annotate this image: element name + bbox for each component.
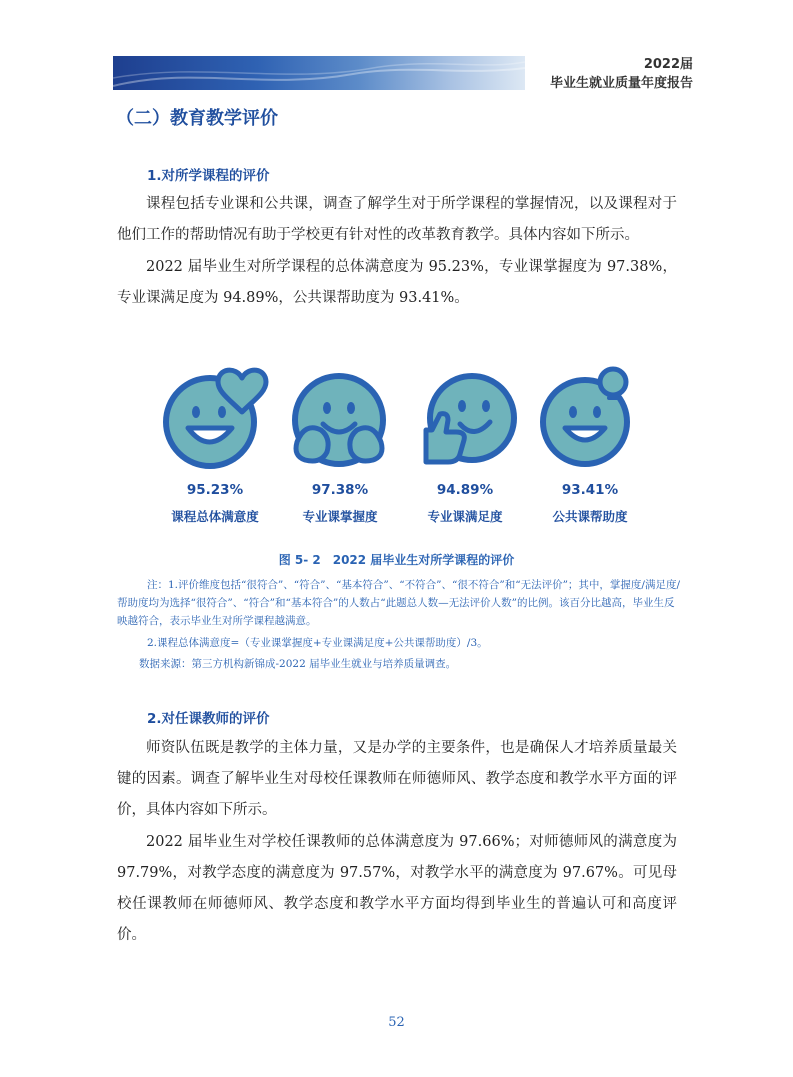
smiley-bulb-icon [525,360,655,475]
figure-note-2: 2.课程总体满意度=（专业课掌握度+专业课满足度+公共课帮助度）/3。 [147,637,488,649]
header-banner [113,56,525,90]
figure-item-satisfaction [400,360,530,524]
part1-paragraph-1: 课程包括专业课和公共课，调查了解学生对于所学课程的掌握情况，以及课程对于他们工作的帮助情况有助于学校更有针对性的改革教育教学。具体内容如下所示。 [117,196,677,243]
smiley-thumbs-up-icon [400,360,530,475]
smiley-hands-icon [275,360,405,475]
smiley-heart-icon [150,360,280,475]
part2-paragraph-2: 2022 届毕业生对学校任课教师的总体满意度为 97.66%；对师德师风的满意度为 97.79%，对教学态度的满意度为 97.57%，对教学水平的满意度为 97.67%。可见母校任课教师在师德师风、教学态度和教学水平方面均得到毕业生的普遍认可和高度评价。 [117,834,677,943]
banner-wave-decoration [113,56,525,90]
figure-label-satisfaction: 专业课满足度 [427,509,503,524]
figure-item-overall [150,360,280,524]
figure-value-overall: 95.23% [186,482,244,498]
figure-value-helpfulness: 93.41% [561,482,619,498]
data-source-note: 数据来源：第三方机构新锦成-2022 届毕业生就业与培养质量调查。 [139,658,457,670]
figure-label-helpfulness: 公共课帮助度 [552,509,628,524]
figure-label-mastery: 专业课掌握度 [302,509,378,524]
figure-item-mastery [275,360,405,524]
part2-paragraph-1: 师资队伍既是教学的主体力量，又是办学的主要条件，也是确保人才培养质量最关键的因素。调查了解毕业生对母校任课教师在师德师风、教学态度和教学水平方面的评价，具体内容如下所示。 [117,740,677,818]
figure-note-1: 注：1.评价维度包括“很符合”、“符合”、“基本符合”、“不符合”、“很不符合”和“无法评价”；其中，掌握度/满足度/帮助度均为选择“很符合”、“符合”和“基本符合”的人数占“此题总人数—无法评价人数”的比例。该百分比越高，毕业生反映越符合，表示毕业生对所学课程越满意。 [117,579,681,627]
part2-heading: 2.对任课教师的评价 [147,711,270,727]
figure-caption: 图 5- 2 2022 届毕业生对所学课程的评价 [278,553,515,567]
part1-paragraph-2: 2022 届毕业生对所学课程的总体满意度为 95.23%，专业课掌握度为 97.38%，专业课满足度为 94.89%，公共课帮助度为 93.41%。 [117,259,677,306]
figure-label-overall: 课程总体满意度 [171,509,259,524]
section-title: （二）教育教学评价 [116,108,278,129]
header-year: 2022届 [643,57,693,72]
figure-item-helpfulness [525,360,655,524]
figure-value-mastery: 97.38% [311,482,369,498]
course-evaluation-figure [150,360,650,530]
part1-heading: 1.对所学课程的评价 [147,168,270,184]
page-number: 52 [388,1015,405,1030]
header-report-title: 毕业生就业质量年度报告 [549,76,693,91]
figure-value-satisfaction: 94.89% [436,482,494,498]
